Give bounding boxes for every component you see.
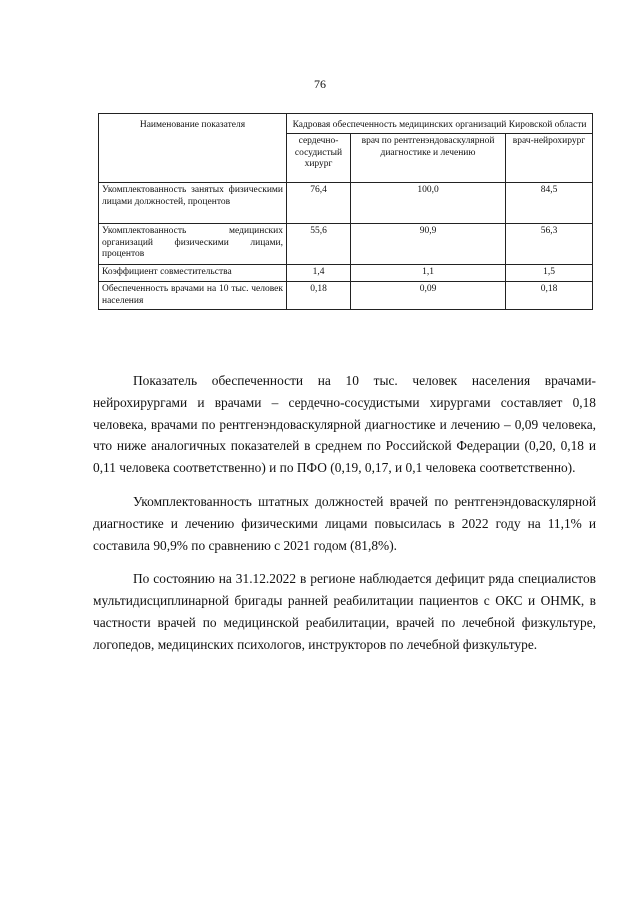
body-text (93, 370, 596, 668)
cell-value: 1,1 (351, 265, 506, 282)
staffing-table (98, 113, 593, 310)
row-label: Обеспеченность врачами на 10 тыс. человек населения (99, 282, 287, 310)
cell-value: 76,4 (287, 183, 351, 224)
header-staffing-group: Кадровая обеспеченность медицинских организаций Кировской области (287, 114, 593, 134)
table-header-row (99, 114, 593, 134)
header-endovascular-doctor: врач по рентгенэндоваскулярной диагностике и лечению (351, 134, 506, 183)
paragraph: По состоянию на 31.12.2022 в регионе наблюдается дефицит ряда специалистов мультидисциплинарной бригады ранней реабилитации пациентов с ОКС и ОНМК, в частности врачей по медицинской реабилитации, врачей по лечебной физкультуре, логопедов, медицинских психологов, инструкторов по лечебной физкультуре. (93, 571, 596, 652)
cell-value: 1,5 (506, 265, 593, 282)
paragraph: Укомплектованность штатных должностей врачей по рентгенэндоваскулярной диагностике и лечению физическими лицами повысилась в 2022 году на 11,1% и составила 90,9% по сравнению с 2021 годом (81,8%). (93, 493, 596, 553)
cell-value: 56,3 (506, 224, 593, 265)
table-row (99, 265, 593, 282)
cell-value: 100,0 (351, 183, 506, 224)
header-neurosurgeon: врач-нейрохирург (506, 134, 593, 183)
cell-value: 55,6 (287, 224, 351, 265)
cell-value: 0,09 (351, 282, 506, 310)
table-row (99, 224, 593, 265)
cell-value: 1,4 (287, 265, 351, 282)
table-row (99, 282, 593, 310)
row-label: Коэффициент совместительства (99, 265, 287, 282)
cell-value: 0,18 (506, 282, 593, 310)
row-label: Укомплектованность медицинских организаций физическими лицами, процентов (99, 224, 287, 265)
cell-value: 90,9 (351, 224, 506, 265)
cell-value: 0,18 (287, 282, 351, 310)
header-indicator-name: Наименование показателя (99, 114, 287, 183)
paragraph: Показатель обеспеченности на 10 тыс. человек населения врачами-нейрохирургами и врачами – сердечно-сосудистыми хирургами составляет 0,18 человека, врачами по рентгенэндоваскулярной диагностике и лечению – 0,09 человека, что ниже аналогичных показателей в среднем по Российской Федерации (0,20, 0,18 и 0,11 человека соответственно) и по ПФО (0,19, 0,17, и 0,1 человека соответственно). (93, 373, 596, 476)
row-label: Укомплектованность занятых физическими лицами должностей, процентов (99, 183, 287, 224)
table-row (99, 183, 593, 224)
page-number: 76 (314, 77, 326, 91)
cell-value: 84,5 (506, 183, 593, 224)
header-cardiovascular-surgeon: сердечно-сосудистый хирург (287, 134, 351, 183)
